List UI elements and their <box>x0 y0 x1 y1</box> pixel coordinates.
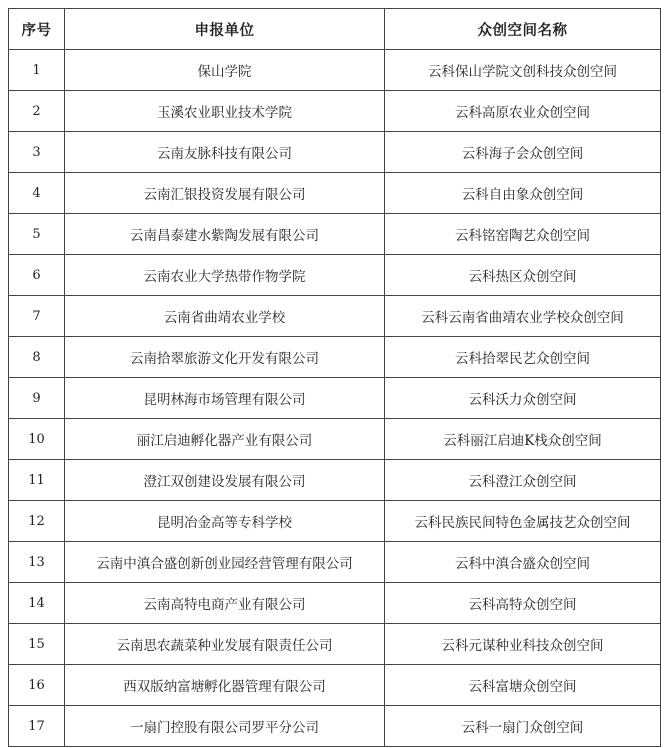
cell-no: 15 <box>9 624 65 665</box>
cell-no: 8 <box>9 337 65 378</box>
cell-no: 16 <box>9 665 65 706</box>
table-row <box>9 378 661 419</box>
cell-unit: 玉溪农业职业技术学院 <box>65 91 385 132</box>
header-no: 序号 <box>9 9 65 50</box>
table-row <box>9 50 661 91</box>
cell-no: 10 <box>9 419 65 460</box>
cell-unit: 丽江启迪孵化器产业有限公司 <box>65 419 385 460</box>
cell-unit: 云南省曲靖农业学校 <box>65 296 385 337</box>
table-row <box>9 706 661 747</box>
header-row <box>9 9 661 50</box>
table-row <box>9 460 661 501</box>
table-container <box>8 8 660 747</box>
cell-space: 云科一扇门众创空间 <box>385 706 661 747</box>
table-row <box>9 542 661 583</box>
cell-space: 云科云南省曲靖农业学校众创空间 <box>385 296 661 337</box>
cell-unit: 西双版纳富塘孵化器管理有限公司 <box>65 665 385 706</box>
cell-unit: 云南思农蔬菜种业发展有限责任公司 <box>65 624 385 665</box>
cell-space: 云科沃力众创空间 <box>385 378 661 419</box>
table-row <box>9 337 661 378</box>
cell-space: 云科拾翠民艺众创空间 <box>385 337 661 378</box>
cell-no: 3 <box>9 132 65 173</box>
header-unit: 申报单位 <box>65 9 385 50</box>
cell-space: 云科高特众创空间 <box>385 583 661 624</box>
cell-space: 云科铭窑陶艺众创空间 <box>385 214 661 255</box>
cell-unit: 云南高特电商产业有限公司 <box>65 583 385 624</box>
table-row <box>9 173 661 214</box>
cell-no: 2 <box>9 91 65 132</box>
cell-space: 云科中滇合盛众创空间 <box>385 542 661 583</box>
cell-no: 11 <box>9 460 65 501</box>
header-space: 众创空间名称 <box>385 9 661 50</box>
cell-no: 9 <box>9 378 65 419</box>
cell-unit: 云南汇银投资发展有限公司 <box>65 173 385 214</box>
cell-no: 14 <box>9 583 65 624</box>
cell-no: 13 <box>9 542 65 583</box>
cell-no: 4 <box>9 173 65 214</box>
cell-space: 云科丽江启迪K栈众创空间 <box>385 419 661 460</box>
cell-no: 5 <box>9 214 65 255</box>
table-row <box>9 624 661 665</box>
table-row <box>9 132 661 173</box>
cell-no: 7 <box>9 296 65 337</box>
cell-unit: 一扇门控股有限公司罗平分公司 <box>65 706 385 747</box>
table-row <box>9 296 661 337</box>
cell-space: 云科高原农业众创空间 <box>385 91 661 132</box>
table-row <box>9 501 661 542</box>
table-row <box>9 214 661 255</box>
cell-unit: 云南昌泰建水紫陶发展有限公司 <box>65 214 385 255</box>
cell-unit: 澄江双创建设发展有限公司 <box>65 460 385 501</box>
cell-space: 云科海子会众创空间 <box>385 132 661 173</box>
cell-unit: 保山学院 <box>65 50 385 91</box>
cell-no: 17 <box>9 706 65 747</box>
cell-no: 12 <box>9 501 65 542</box>
cell-unit: 昆明冶金高等专科学校 <box>65 501 385 542</box>
cell-space: 云科保山学院文创科技众创空间 <box>385 50 661 91</box>
table-row <box>9 255 661 296</box>
table-row <box>9 91 661 132</box>
table-row <box>9 419 661 460</box>
cell-unit: 云南中滇合盛创新创业园经营管理有限公司 <box>65 542 385 583</box>
cell-unit: 云南农业大学热带作物学院 <box>65 255 385 296</box>
maker-space-table <box>8 8 661 747</box>
cell-space: 云科热区众创空间 <box>385 255 661 296</box>
table-row <box>9 583 661 624</box>
table-row <box>9 665 661 706</box>
cell-unit: 昆明林海市场管理有限公司 <box>65 378 385 419</box>
cell-space: 云科民族民间特色金属技艺众创空间 <box>385 501 661 542</box>
cell-unit: 云南拾翠旅游文化开发有限公司 <box>65 337 385 378</box>
cell-space: 云科澄江众创空间 <box>385 460 661 501</box>
cell-no: 6 <box>9 255 65 296</box>
cell-space: 云科元谋种业科技众创空间 <box>385 624 661 665</box>
cell-space: 云科富塘众创空间 <box>385 665 661 706</box>
cell-unit: 云南友脉科技有限公司 <box>65 132 385 173</box>
cell-no: 1 <box>9 50 65 91</box>
cell-space: 云科自由象众创空间 <box>385 173 661 214</box>
